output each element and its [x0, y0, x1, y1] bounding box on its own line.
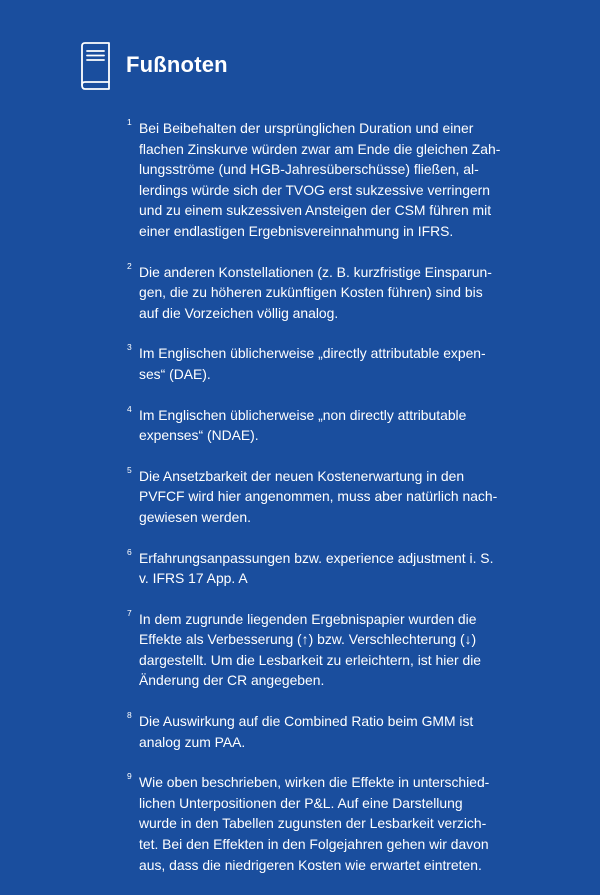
footnote-line: expenses“ (NDAE). [139, 427, 259, 444]
footnote-line: Im Englischen üblicherweise „non directly attributable [139, 406, 467, 423]
footnote-line: analog zum PAA. [139, 733, 246, 750]
footnote-number: 5 [127, 464, 132, 475]
footnote-line: Effekte als Verbesserung (↑) bzw. Verschlechterung (↓) [139, 631, 477, 648]
footnote-number: 7 [127, 607, 132, 618]
footnote-line: Die anderen Konstellationen (z. B. kurzfristige Einsparun- [139, 263, 492, 280]
footnote-line: v. IFRS 17 App. A [139, 570, 248, 587]
page-title: Fußnoten [126, 52, 228, 77]
footnote-4 [127, 405, 527, 446]
footnote-line: Die Auswirkung auf die Combined Ratio beim GMM ist [139, 713, 474, 730]
footnote-number: 3 [127, 342, 132, 353]
footnote-2 [127, 262, 527, 324]
footnote-line: Bei Beibehalten der ursprünglichen Duration und einer [139, 120, 474, 136]
footnote-number: 8 [127, 710, 132, 721]
footnote-number: 6 [127, 546, 132, 557]
footnote-3 [127, 343, 527, 384]
footnote-line: Im Englischen üblicherweise „directly attributable expen- [139, 345, 486, 362]
footnote-line: aus, dass die niedrigeren Kosten wie erwartet eintreten. [139, 856, 482, 873]
footnote-line: einer endlastigen Ergebnisvereinnahmung in IFRS. [139, 222, 454, 239]
footnote-number: 2 [127, 260, 132, 271]
footnote-line: gen, die zu höheren zukünftigen Kosten führen) sind bis [139, 284, 483, 301]
footnote-number: 1 [127, 117, 132, 127]
book-icon [78, 41, 112, 91]
footnote-number: 4 [127, 403, 132, 414]
footnote-line: In dem zugrunde liegenden Ergebnispapier wurden die [139, 610, 477, 627]
footnote-line: Die Ansetzbarkeit der neuen Kostenerwartung in den [139, 467, 465, 484]
footnote-7 [127, 609, 527, 691]
footnote-line: PVFCF wird hier angenommen, muss aber natürlich nach- [139, 488, 498, 505]
footnote-line: lichen Unterpositionen der P&L. Auf eine Darstellung [139, 794, 463, 811]
footnote-line: Änderung der CR angegeben. [139, 672, 325, 689]
footnote-9 [127, 772, 527, 875]
footnote-line: ses“ (DAE). [139, 365, 211, 382]
footnote-line: dargestellt. Um die Lesbarkeit zu erleichtern, ist hier die [139, 651, 482, 668]
footnote-line: tet. Bei den Effekten in den Folgejahren gehen wir davon [139, 836, 489, 853]
footnote-line: lungsströme (und HGB-Jahresüberschüsse) fließen, al- [139, 161, 479, 178]
footnote-line: flachen Zinskurve würden zwar am Ende die gleichen Zah- [139, 140, 501, 157]
footnote-line: lerdings würde sich der TVOG erst sukzessive verringern [139, 181, 491, 198]
footnote-1 [127, 118, 527, 242]
footnote-number: 9 [127, 771, 132, 782]
footnote-line: auf die Vorzeichen völlig analog. [139, 304, 339, 321]
footnote-line: gewiesen werden. [139, 508, 251, 525]
footnote-8 [127, 711, 527, 752]
footnote-line: Erfahrungsanpassungen bzw. experience adjustment i. S. [139, 549, 494, 566]
footnote-list [127, 118, 527, 895]
footnote-line: Wie oben beschrieben, wirken die Effekte in unterschied- [139, 774, 490, 791]
footnote-line: wurde in den Tabellen zugunsten der Lesbarkeit verzich- [139, 815, 487, 832]
page-header [78, 40, 228, 92]
footnote-line: und zu einem sukzessiven Ansteigen der CSM führen mit [139, 202, 492, 219]
footnote-6 [127, 548, 527, 589]
footnote-5 [127, 466, 527, 528]
